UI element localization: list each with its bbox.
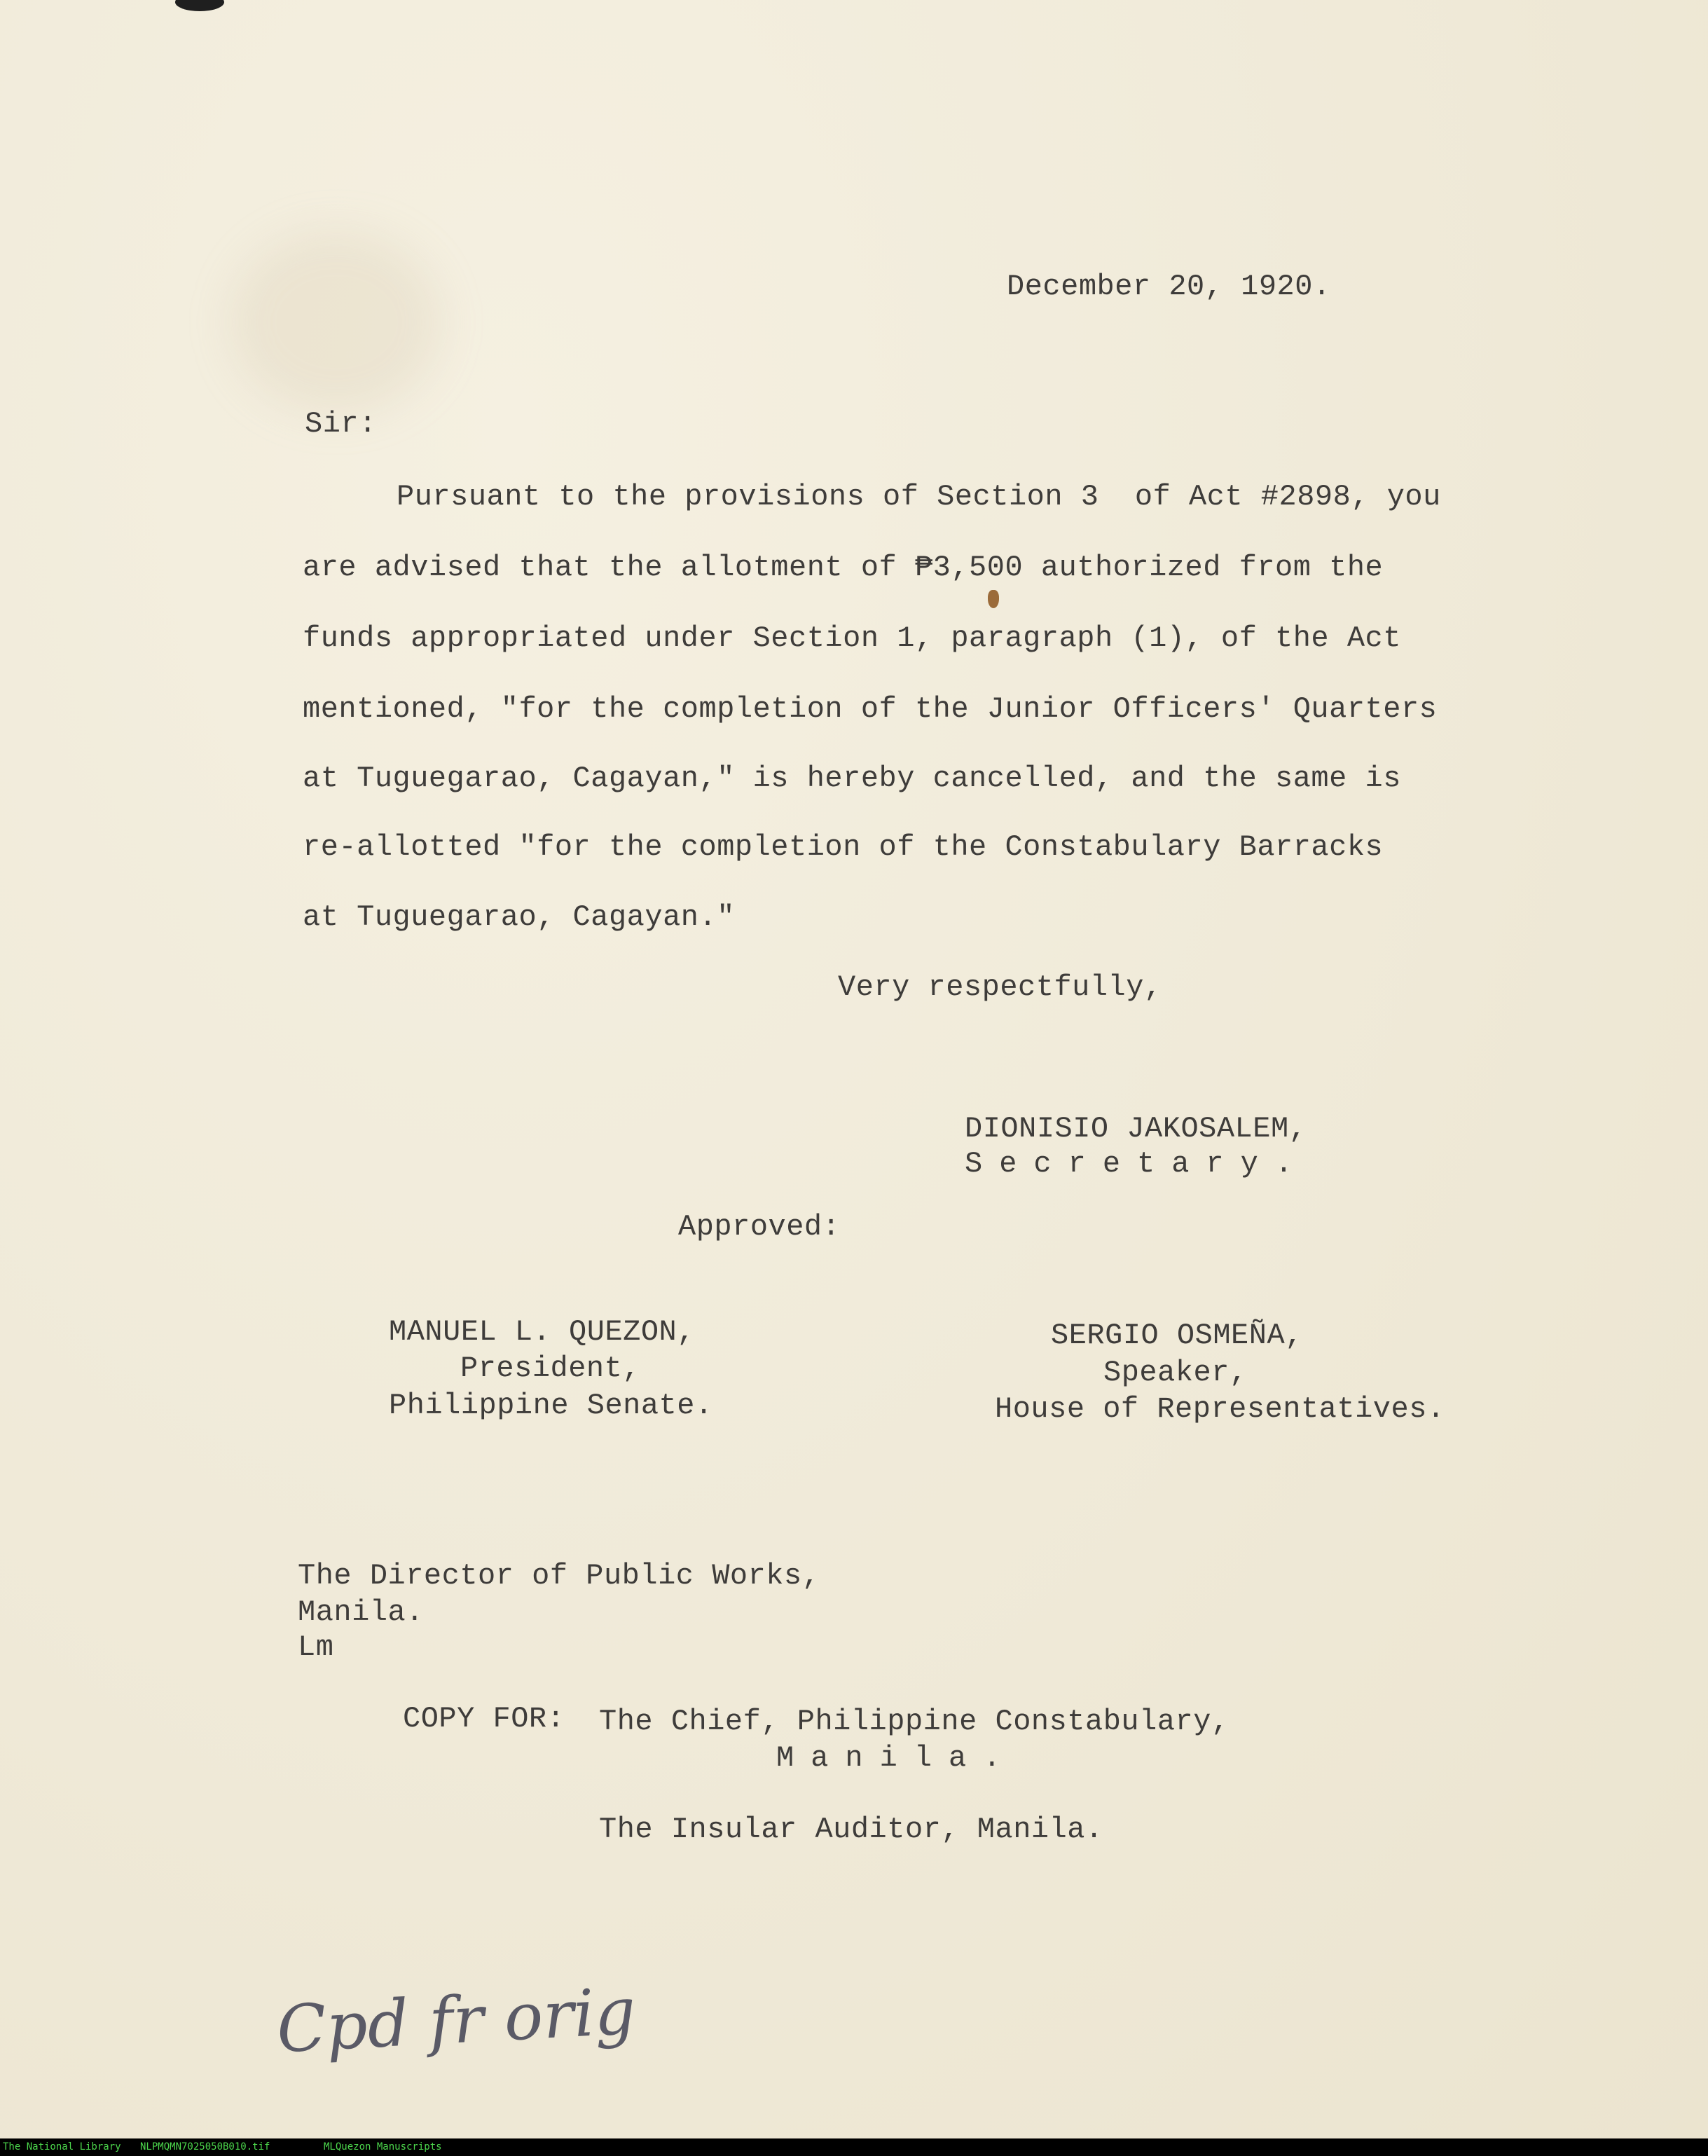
signer-title: Secretary.: [965, 1147, 1310, 1181]
addressee-line-1: The Director of Public Works,: [298, 1559, 820, 1593]
approver-right-org: House of Representatives.: [995, 1392, 1445, 1426]
approver-left-title: President,: [460, 1352, 641, 1385]
typist-initials: Lm: [298, 1630, 334, 1664]
paper-stain: [231, 231, 441, 413]
approver-left-name: MANUEL L. QUEZON,: [389, 1315, 695, 1349]
copy-recipient-2: The Insular Auditor, Manila.: [599, 1813, 1103, 1846]
footer-collection: MLQuezon Manuscripts: [324, 2141, 442, 2152]
closing: Very respectfully,: [838, 970, 1162, 1004]
body-line-2: are advised that the allotment of ₱3,500 authorized from the: [303, 551, 1384, 584]
copy-recipient-1-line-2: Manila.: [776, 1741, 1018, 1775]
body-line-6: re-allotted "for the completion of the Constabulary Barracks: [303, 830, 1384, 864]
copy-recipient-1-line-1: The Chief, Philippine Constabulary,: [599, 1705, 1230, 1738]
footer-filename: NLPMQMN7025050B010.tif: [140, 2141, 270, 2152]
copy-label: COPY FOR:: [403, 1702, 565, 1736]
approved-label: Approved:: [678, 1210, 841, 1244]
archive-footer: [0, 2138, 1708, 2156]
addressee-line-2: Manila.: [298, 1595, 424, 1629]
approver-left-org: Philippine Senate.: [389, 1389, 713, 1422]
body-line-4: mentioned, "for the completion of the Junior Officers' Quarters: [303, 692, 1438, 726]
ink-blot: [175, 0, 224, 11]
body-line-1: Pursuant to the provisions of Section 3 of Act #2898, you: [397, 480, 1441, 514]
body-line-5: at Tuguegarao, Cagayan," is hereby cancelled, and the same is: [303, 762, 1401, 795]
footer-source: The National Library: [3, 2141, 121, 2152]
salutation: Sir:: [305, 407, 377, 441]
approver-right-title: Speaker,: [1103, 1356, 1248, 1389]
approver-right-name: SERGIO OSMEÑA,: [1051, 1319, 1303, 1352]
signer-name: DIONISIO JAKOSALEM,: [965, 1112, 1307, 1146]
handwritten-note: Cpd fr orig: [275, 1973, 638, 2068]
letter-date: December 20, 1920.: [1007, 270, 1331, 303]
body-line-7: at Tuguegarao, Cagayan.": [303, 900, 735, 934]
body-line-3: funds appropriated under Section 1, paragraph (1), of the Act: [303, 622, 1401, 655]
ink-spot: [988, 590, 999, 608]
